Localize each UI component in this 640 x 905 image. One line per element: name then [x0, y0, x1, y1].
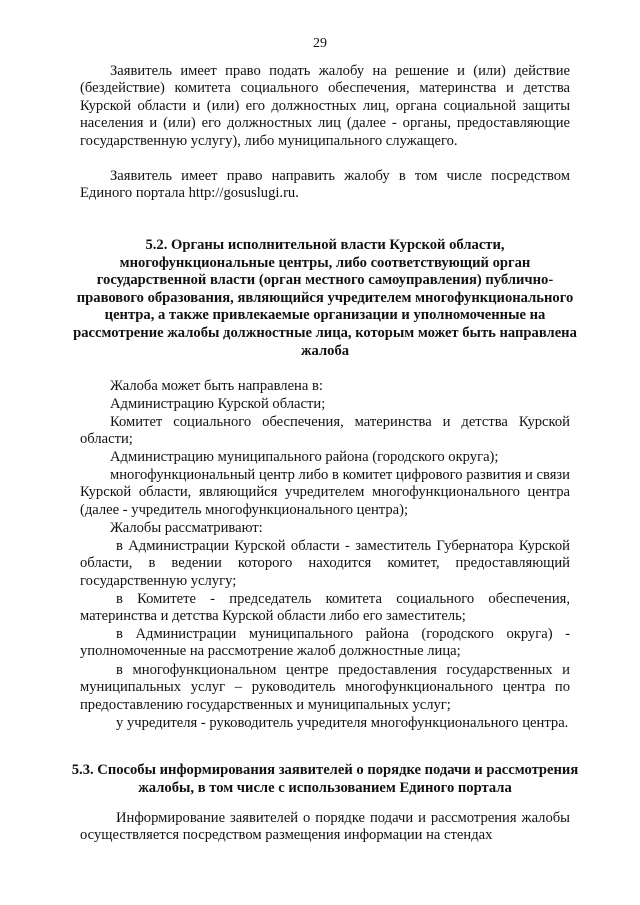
list-item: в Администрации Курской области - заместитель Губернатора Курской области, в ведении которого находится комитет, предоставляющий государственную услугу;	[80, 538, 570, 589]
list-item: Жалоба может быть направлена в:	[110, 378, 323, 394]
section-5-3-heading: 5.3. Способы информирования заявителей о порядке подачи и рассмотрения жалобы, в том числе с использованием Единого портала	[71, 762, 579, 796]
list-item: у учредителя - руководитель учредителя многофункционального центра.	[116, 715, 569, 731]
list-item: в Администрации муниципального района (городского округа) - уполномоченные на рассмотрение жалоб должностные лица;	[80, 626, 570, 660]
list-item: в Комитете - председатель комитета социального обеспечения, материнства и детства Курской области либо его заместитель;	[80, 591, 570, 625]
list-item: Администрацию Курской области;	[110, 396, 326, 412]
list-item: в многофункциональном центре предоставления государственных и муниципальных услуг – руководитель многофункционального центра по предоставлению государственных и муниципальных услуг;	[80, 662, 570, 713]
list-item: многофункциональный центр либо в комитет цифрового развития и связи Курской области, являющийся учредителем многофункционального центра (далее - учредитель многофункционального центра);	[80, 467, 570, 518]
section-5-2-heading: 5.2. Органы исполнительной власти Курской области, многофункциональные центры, либо соответствующий орган государственной власти (орган местного самоуправления) публично-правового образования, являющийся учредителем многофункционального центра, а также привлекаемые организации и уполномоченные на рассмотрение жалобы должностные лица, которым может быть направлена жалоба	[73, 237, 577, 359]
paragraph-complaint-right: Заявитель имеет право подать жалобу на решение и (или) действие (бездействие) комитета социального обеспечения, материнства и детства Курской области и (или) его должностных лиц, органа социальной защиты населения и (или) его должностных лиц (далее - органы, предоставляющие государственную услугу), либо муниципального служащего.	[80, 63, 570, 149]
paragraph-portal-right: Заявитель имеет право направить жалобу в том числе посредством Единого портала http://gosuslugi.ru.	[80, 168, 570, 202]
list-item: Администрацию муниципального района (городского округа);	[110, 449, 499, 465]
list-item: Жалобы рассматривают:	[110, 520, 263, 536]
paragraph-informing: Информирование заявителей о порядке подачи и рассмотрения жалобы осуществляется посредством размещения информации на стендах	[80, 810, 570, 844]
page-number: 29	[313, 36, 327, 51]
list-item: Комитет социального обеспечения, материнства и детства Курской области;	[80, 414, 570, 448]
